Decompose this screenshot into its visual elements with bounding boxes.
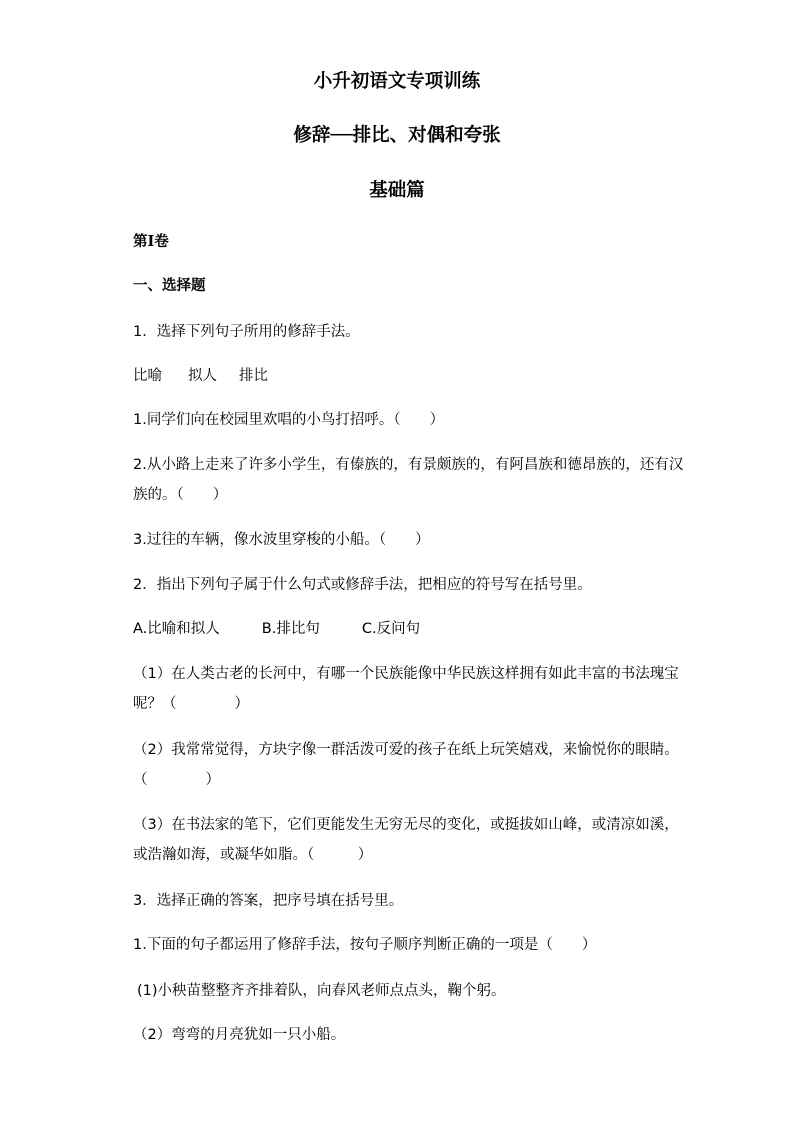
question-2-stem: 2．指出下列句子属于什么句式或修辞手法，把相应的符号写在括号里。 — [133, 577, 592, 593]
question-1-item-2: 2.从小路上走来了许多小学生，有傣族的，有景颇族的，有阿昌族和德昂族的，还有汉 — [133, 457, 684, 473]
question-1-options — [133, 367, 268, 385]
question-2-item-2: （2）我常常觉得，方块字像一群活泼可爱的孩子在纸上玩笑嬉戏，来愉悦你的眼睛。 — [133, 742, 679, 758]
question-3-sub-1: (1)小秧苗整整齐齐排着队，向春风老师点点头，鞠个躬。 — [137, 983, 506, 999]
question-2-options — [133, 620, 420, 638]
question-3-stem: 3．选择正确的答案，把序号填在括号里。 — [133, 893, 404, 909]
question-1-item-3: 3.过往的车辆，像水波里穿梭的小船。（ ） — [133, 532, 430, 548]
volume-label: 第Ⅰ卷 — [133, 233, 169, 250]
document-level: 基础篇 — [369, 180, 425, 201]
option-simile: 比喻 — [133, 368, 162, 384]
document-subtitle: 修辞──排比、对偶和夸张 — [293, 125, 501, 146]
option-personification: 拟人 — [188, 368, 217, 384]
question-2-item-3-cont: 或浩瀚如海，或凝华如脂。（ ） — [133, 847, 373, 863]
document-title: 小升初语文专项训练 — [313, 71, 481, 92]
question-3-item-1: 1.下面的句子都运用了修辞手法，按句子顺序判断正确的一项是（ ） — [133, 937, 597, 953]
question-2-item-1: （1）在人类古老的长河中，有哪一个民族能像中华民族这样拥有如此丰富的书法瑰宝 — [133, 666, 679, 682]
question-2-item-1-cont: 呢？（ ） — [133, 696, 249, 712]
question-2-item-3: （3）在书法家的笔下，它们更能发生无穷无尽的变化，或挺拔如山峰，或清凉如溪， — [133, 817, 679, 833]
question-2-item-2-cont: （ ） — [133, 772, 220, 788]
question-1-item-2-cont: 族的。（ ） — [133, 487, 228, 503]
question-3-sub-2: （2）弯弯的月亮犹如一只小船。 — [133, 1027, 346, 1043]
question-1-item-1: 1.同学们向在校园里欢唱的小鸟打招呼。（ ） — [133, 412, 445, 428]
option-c: C.反问句 — [361, 621, 421, 637]
section-heading: 一、选择题 — [133, 277, 206, 294]
question-1-stem: 1．选择下列句子所用的修辞手法。 — [133, 324, 360, 340]
option-b: B.排比句 — [261, 621, 320, 637]
option-parallelism: 排比 — [239, 368, 268, 384]
option-a: A.比喻和拟人 — [133, 621, 220, 637]
